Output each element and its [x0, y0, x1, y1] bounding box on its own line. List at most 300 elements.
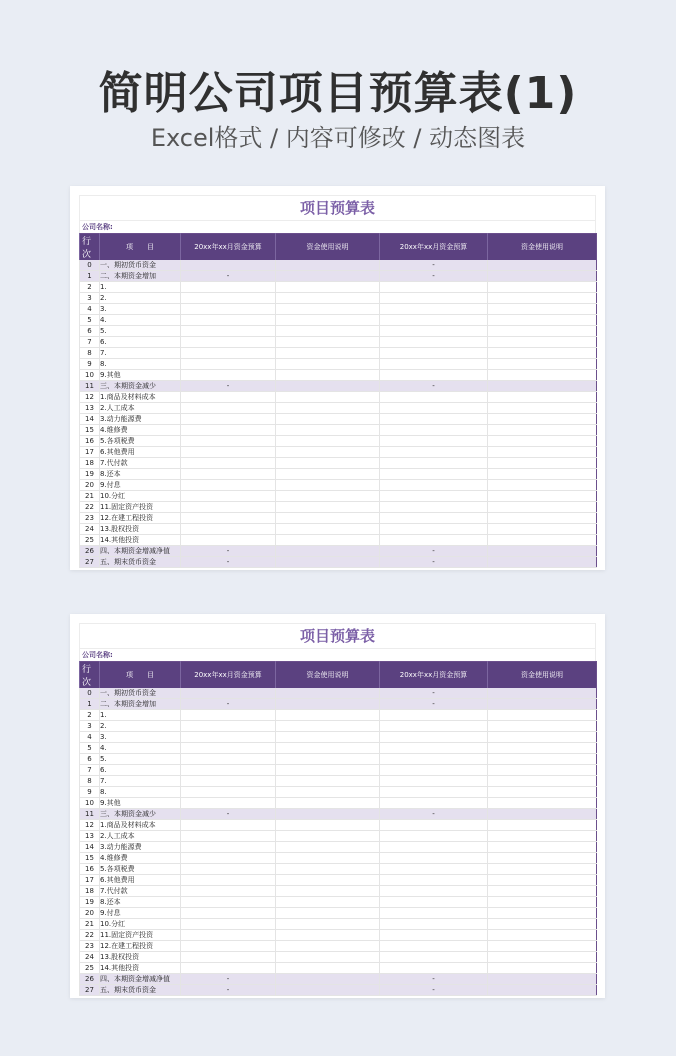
row-index-cell[interactable]: 14 — [80, 842, 100, 853]
budget-2-cell[interactable]: - — [380, 688, 488, 699]
row-index-cell[interactable]: 26 — [80, 974, 100, 985]
row-index-cell[interactable]: 18 — [80, 458, 100, 469]
budget-1-cell[interactable]: - — [181, 546, 276, 557]
usage-2-cell[interactable] — [488, 721, 597, 732]
usage-1-cell[interactable] — [276, 952, 380, 963]
usage-2-cell[interactable] — [488, 491, 597, 502]
row-index-cell[interactable]: 21 — [80, 919, 100, 930]
usage-1-cell[interactable] — [276, 447, 380, 458]
budget-2-cell[interactable] — [380, 337, 488, 348]
usage-1-cell[interactable] — [276, 348, 380, 359]
budget-1-cell[interactable] — [181, 524, 276, 535]
budget-2-cell[interactable] — [380, 458, 488, 469]
usage-2-cell[interactable] — [488, 557, 597, 568]
usage-2-cell[interactable] — [488, 952, 597, 963]
budget-1-cell[interactable] — [181, 425, 276, 436]
row-item-cell[interactable]: 1.商品及材料成本 — [100, 820, 181, 831]
row-index-cell[interactable]: 13 — [80, 831, 100, 842]
usage-2-cell[interactable] — [488, 535, 597, 546]
budget-1-cell[interactable] — [181, 941, 276, 952]
row-index-cell[interactable]: 22 — [80, 502, 100, 513]
budget-2-cell[interactable] — [380, 842, 488, 853]
row-item-cell[interactable]: 8.还本 — [100, 469, 181, 480]
budget-1-cell[interactable] — [181, 359, 276, 370]
usage-1-cell[interactable] — [276, 732, 380, 743]
row-item-cell[interactable]: 7.代付款 — [100, 886, 181, 897]
row-item-cell[interactable]: 2. — [100, 721, 181, 732]
usage-2-cell[interactable] — [488, 875, 597, 886]
row-item-cell[interactable]: 14.其他投资 — [100, 963, 181, 974]
row-item-cell[interactable]: 12.在建工程投资 — [100, 941, 181, 952]
budget-1-cell[interactable] — [181, 864, 276, 875]
budget-1-cell[interactable] — [181, 403, 276, 414]
row-index-cell[interactable]: 11 — [80, 809, 100, 820]
budget-2-cell[interactable] — [380, 787, 488, 798]
row-index-cell[interactable]: 16 — [80, 864, 100, 875]
row-item-cell[interactable]: 4. — [100, 743, 181, 754]
usage-1-cell[interactable] — [276, 897, 380, 908]
budget-2-cell[interactable]: - — [380, 546, 488, 557]
budget-1-cell[interactable] — [181, 765, 276, 776]
row-item-cell[interactable]: 11.固定资产投资 — [100, 502, 181, 513]
usage-2-cell[interactable] — [488, 919, 597, 930]
usage-1-cell[interactable] — [276, 403, 380, 414]
row-index-cell[interactable]: 6 — [80, 326, 100, 337]
usage-1-cell[interactable] — [276, 743, 380, 754]
row-item-cell[interactable]: 13.股权投资 — [100, 524, 181, 535]
row-item-cell[interactable]: 四、本期资金增减净值 — [100, 974, 181, 985]
usage-1-cell[interactable] — [276, 491, 380, 502]
usage-1-cell[interactable] — [276, 875, 380, 886]
budget-1-cell[interactable] — [181, 952, 276, 963]
row-item-cell[interactable]: 6. — [100, 765, 181, 776]
row-index-cell[interactable]: 19 — [80, 897, 100, 908]
usage-2-cell[interactable] — [488, 304, 597, 315]
usage-1-cell[interactable] — [276, 469, 380, 480]
usage-1-cell[interactable] — [276, 414, 380, 425]
usage-1-cell[interactable] — [276, 315, 380, 326]
budget-1-cell[interactable] — [181, 721, 276, 732]
row-item-cell[interactable]: 1.商品及材料成本 — [100, 392, 181, 403]
row-index-cell[interactable]: 3 — [80, 293, 100, 304]
budget-1-cell[interactable] — [181, 469, 276, 480]
budget-2-cell[interactable] — [380, 414, 488, 425]
row-item-cell[interactable]: 7. — [100, 348, 181, 359]
budget-2-cell[interactable] — [380, 370, 488, 381]
budget-1-cell[interactable]: - — [181, 985, 276, 996]
row-index-cell[interactable]: 7 — [80, 337, 100, 348]
usage-1-cell[interactable] — [276, 809, 380, 820]
usage-2-cell[interactable] — [488, 853, 597, 864]
row-item-cell[interactable]: 10.分红 — [100, 919, 181, 930]
row-item-cell[interactable]: 6.其他费用 — [100, 447, 181, 458]
row-item-cell[interactable]: 7.代付款 — [100, 458, 181, 469]
budget-2-cell[interactable]: - — [380, 557, 488, 568]
usage-2-cell[interactable] — [488, 974, 597, 985]
row-item-cell[interactable]: 5.各项税费 — [100, 436, 181, 447]
usage-2-cell[interactable] — [488, 447, 597, 458]
budget-2-cell[interactable] — [380, 392, 488, 403]
usage-2-cell[interactable] — [488, 765, 597, 776]
usage-2-cell[interactable] — [488, 502, 597, 513]
budget-1-cell[interactable]: - — [181, 271, 276, 282]
usage-2-cell[interactable] — [488, 359, 597, 370]
usage-1-cell[interactable] — [276, 524, 380, 535]
row-index-cell[interactable]: 1 — [80, 699, 100, 710]
budget-2-cell[interactable] — [380, 721, 488, 732]
row-item-cell[interactable]: 二、本期资金增加 — [100, 699, 181, 710]
budget-2-cell[interactable] — [380, 359, 488, 370]
budget-1-cell[interactable] — [181, 710, 276, 721]
budget-2-cell[interactable] — [380, 754, 488, 765]
budget-2-cell[interactable] — [380, 447, 488, 458]
row-item-cell[interactable]: 6.其他费用 — [100, 875, 181, 886]
budget-2-cell[interactable]: - — [380, 985, 488, 996]
row-index-cell[interactable]: 27 — [80, 985, 100, 996]
usage-2-cell[interactable] — [488, 930, 597, 941]
budget-1-cell[interactable] — [181, 853, 276, 864]
budget-1-cell[interactable] — [181, 502, 276, 513]
budget-1-cell[interactable] — [181, 458, 276, 469]
usage-2-cell[interactable] — [488, 743, 597, 754]
usage-2-cell[interactable] — [488, 425, 597, 436]
usage-2-cell[interactable] — [488, 337, 597, 348]
row-index-cell[interactable]: 2 — [80, 710, 100, 721]
row-item-cell[interactable]: 12.在建工程投资 — [100, 513, 181, 524]
row-item-cell[interactable]: 11.固定资产投资 — [100, 930, 181, 941]
usage-1-cell[interactable] — [276, 930, 380, 941]
row-item-cell[interactable]: 三、本期资金减少 — [100, 381, 181, 392]
usage-2-cell[interactable] — [488, 381, 597, 392]
budget-2-cell[interactable]: - — [380, 381, 488, 392]
budget-1-cell[interactable] — [181, 930, 276, 941]
budget-2-cell[interactable] — [380, 765, 488, 776]
usage-2-cell[interactable] — [488, 293, 597, 304]
budget-2-cell[interactable] — [380, 952, 488, 963]
usage-2-cell[interactable] — [488, 985, 597, 996]
usage-1-cell[interactable] — [276, 710, 380, 721]
row-item-cell[interactable]: 7. — [100, 776, 181, 787]
budget-2-cell[interactable] — [380, 820, 488, 831]
row-item-cell[interactable]: 3.动力能源费 — [100, 414, 181, 425]
usage-1-cell[interactable] — [276, 260, 380, 271]
usage-2-cell[interactable] — [488, 315, 597, 326]
usage-2-cell[interactable] — [488, 897, 597, 908]
usage-1-cell[interactable] — [276, 886, 380, 897]
usage-1-cell[interactable] — [276, 754, 380, 765]
budget-2-cell[interactable] — [380, 513, 488, 524]
row-item-cell[interactable]: 9.付息 — [100, 908, 181, 919]
row-item-cell[interactable]: 10.分红 — [100, 491, 181, 502]
row-index-cell[interactable]: 27 — [80, 557, 100, 568]
budget-1-cell[interactable] — [181, 732, 276, 743]
budget-1-cell[interactable]: - — [181, 699, 276, 710]
row-index-cell[interactable]: 12 — [80, 820, 100, 831]
budget-2-cell[interactable] — [380, 831, 488, 842]
row-item-cell[interactable]: 2.人工成本 — [100, 403, 181, 414]
row-item-cell[interactable]: 4.维修费 — [100, 425, 181, 436]
row-index-cell[interactable]: 4 — [80, 732, 100, 743]
budget-2-cell[interactable] — [380, 963, 488, 974]
row-index-cell[interactable]: 0 — [80, 688, 100, 699]
budget-1-cell[interactable] — [181, 535, 276, 546]
budget-2-cell[interactable] — [380, 908, 488, 919]
usage-1-cell[interactable] — [276, 787, 380, 798]
row-index-cell[interactable]: 7 — [80, 765, 100, 776]
row-index-cell[interactable]: 2 — [80, 282, 100, 293]
usage-2-cell[interactable] — [488, 820, 597, 831]
usage-1-cell[interactable] — [276, 337, 380, 348]
budget-1-cell[interactable] — [181, 897, 276, 908]
row-index-cell[interactable]: 9 — [80, 787, 100, 798]
usage-1-cell[interactable] — [276, 370, 380, 381]
budget-1-cell[interactable] — [181, 491, 276, 502]
budget-2-cell[interactable] — [380, 326, 488, 337]
budget-1-cell[interactable] — [181, 787, 276, 798]
usage-2-cell[interactable] — [488, 754, 597, 765]
usage-1-cell[interactable] — [276, 820, 380, 831]
usage-2-cell[interactable] — [488, 546, 597, 557]
budget-2-cell[interactable] — [380, 403, 488, 414]
usage-2-cell[interactable] — [488, 370, 597, 381]
row-item-cell[interactable]: 9.其他 — [100, 798, 181, 809]
usage-2-cell[interactable] — [488, 392, 597, 403]
usage-2-cell[interactable] — [488, 469, 597, 480]
row-index-cell[interactable]: 16 — [80, 436, 100, 447]
usage-2-cell[interactable] — [488, 436, 597, 447]
usage-1-cell[interactable] — [276, 908, 380, 919]
usage-2-cell[interactable] — [488, 908, 597, 919]
row-index-cell[interactable]: 15 — [80, 853, 100, 864]
row-item-cell[interactable]: 6. — [100, 337, 181, 348]
row-index-cell[interactable]: 10 — [80, 798, 100, 809]
row-index-cell[interactable]: 10 — [80, 370, 100, 381]
budget-1-cell[interactable] — [181, 754, 276, 765]
row-index-cell[interactable]: 3 — [80, 721, 100, 732]
row-index-cell[interactable]: 14 — [80, 414, 100, 425]
usage-2-cell[interactable] — [488, 798, 597, 809]
usage-2-cell[interactable] — [488, 282, 597, 293]
row-index-cell[interactable]: 1 — [80, 271, 100, 282]
usage-2-cell[interactable] — [488, 403, 597, 414]
row-item-cell[interactable]: 13.股权投资 — [100, 952, 181, 963]
budget-1-cell[interactable] — [181, 282, 276, 293]
budget-1-cell[interactable]: - — [181, 809, 276, 820]
row-item-cell[interactable]: 5. — [100, 754, 181, 765]
usage-1-cell[interactable] — [276, 688, 380, 699]
budget-1-cell[interactable] — [181, 908, 276, 919]
row-index-cell[interactable]: 24 — [80, 952, 100, 963]
usage-1-cell[interactable] — [276, 535, 380, 546]
budget-2-cell[interactable] — [380, 743, 488, 754]
usage-2-cell[interactable] — [488, 480, 597, 491]
budget-2-cell[interactable] — [380, 930, 488, 941]
row-index-cell[interactable]: 5 — [80, 315, 100, 326]
row-item-cell[interactable]: 一、期初货币资金 — [100, 688, 181, 699]
usage-1-cell[interactable] — [276, 831, 380, 842]
row-item-cell[interactable]: 3. — [100, 304, 181, 315]
usage-2-cell[interactable] — [488, 831, 597, 842]
usage-1-cell[interactable] — [276, 326, 380, 337]
row-item-cell[interactable]: 四、本期资金增减净值 — [100, 546, 181, 557]
budget-1-cell[interactable] — [181, 831, 276, 842]
row-index-cell[interactable]: 26 — [80, 546, 100, 557]
budget-2-cell[interactable]: - — [380, 260, 488, 271]
usage-2-cell[interactable] — [488, 776, 597, 787]
budget-2-cell[interactable] — [380, 853, 488, 864]
budget-1-cell[interactable] — [181, 260, 276, 271]
row-item-cell[interactable]: 4.维修费 — [100, 853, 181, 864]
budget-1-cell[interactable] — [181, 875, 276, 886]
budget-2-cell[interactable]: - — [380, 271, 488, 282]
budget-1-cell[interactable] — [181, 743, 276, 754]
row-index-cell[interactable]: 13 — [80, 403, 100, 414]
usage-1-cell[interactable] — [276, 304, 380, 315]
budget-2-cell[interactable] — [380, 732, 488, 743]
usage-1-cell[interactable] — [276, 842, 380, 853]
usage-1-cell[interactable] — [276, 798, 380, 809]
budget-1-cell[interactable] — [181, 337, 276, 348]
usage-1-cell[interactable] — [276, 919, 380, 930]
row-index-cell[interactable]: 8 — [80, 776, 100, 787]
row-item-cell[interactable]: 1. — [100, 282, 181, 293]
budget-2-cell[interactable] — [380, 710, 488, 721]
budget-2-cell[interactable] — [380, 941, 488, 952]
usage-1-cell[interactable] — [276, 436, 380, 447]
budget-2-cell[interactable] — [380, 524, 488, 535]
budget-2-cell[interactable]: - — [380, 809, 488, 820]
row-item-cell[interactable]: 2. — [100, 293, 181, 304]
row-index-cell[interactable]: 17 — [80, 875, 100, 886]
usage-2-cell[interactable] — [488, 886, 597, 897]
row-item-cell[interactable]: 14.其他投资 — [100, 535, 181, 546]
budget-1-cell[interactable] — [181, 688, 276, 699]
budget-2-cell[interactable] — [380, 864, 488, 875]
row-index-cell[interactable]: 11 — [80, 381, 100, 392]
row-item-cell[interactable]: 五、期末货币资金 — [100, 557, 181, 568]
row-index-cell[interactable]: 0 — [80, 260, 100, 271]
budget-2-cell[interactable] — [380, 282, 488, 293]
budget-1-cell[interactable] — [181, 842, 276, 853]
budget-2-cell[interactable] — [380, 502, 488, 513]
row-item-cell[interactable]: 5.各项税费 — [100, 864, 181, 875]
usage-1-cell[interactable] — [276, 480, 380, 491]
budget-2-cell[interactable] — [380, 897, 488, 908]
row-index-cell[interactable]: 8 — [80, 348, 100, 359]
budget-2-cell[interactable] — [380, 798, 488, 809]
row-index-cell[interactable]: 22 — [80, 930, 100, 941]
row-item-cell[interactable]: 5. — [100, 326, 181, 337]
usage-1-cell[interactable] — [276, 458, 380, 469]
row-item-cell[interactable]: 8. — [100, 359, 181, 370]
usage-2-cell[interactable] — [488, 842, 597, 853]
budget-1-cell[interactable] — [181, 436, 276, 447]
usage-2-cell[interactable] — [488, 348, 597, 359]
usage-1-cell[interactable] — [276, 974, 380, 985]
usage-1-cell[interactable] — [276, 985, 380, 996]
usage-2-cell[interactable] — [488, 271, 597, 282]
budget-1-cell[interactable] — [181, 348, 276, 359]
row-item-cell[interactable]: 8. — [100, 787, 181, 798]
budget-1-cell[interactable] — [181, 480, 276, 491]
row-index-cell[interactable]: 23 — [80, 941, 100, 952]
usage-2-cell[interactable] — [488, 710, 597, 721]
budget-2-cell[interactable] — [380, 304, 488, 315]
budget-2-cell[interactable] — [380, 491, 488, 502]
budget-2-cell[interactable] — [380, 535, 488, 546]
budget-1-cell[interactable]: - — [181, 381, 276, 392]
budget-1-cell[interactable] — [181, 392, 276, 403]
budget-2-cell[interactable] — [380, 886, 488, 897]
usage-1-cell[interactable] — [276, 546, 380, 557]
usage-2-cell[interactable] — [488, 414, 597, 425]
budget-1-cell[interactable] — [181, 293, 276, 304]
row-index-cell[interactable]: 23 — [80, 513, 100, 524]
row-item-cell[interactable]: 一、期初货币资金 — [100, 260, 181, 271]
budget-1-cell[interactable] — [181, 304, 276, 315]
budget-1-cell[interactable] — [181, 315, 276, 326]
usage-1-cell[interactable] — [276, 963, 380, 974]
usage-2-cell[interactable] — [488, 688, 597, 699]
usage-2-cell[interactable] — [488, 326, 597, 337]
row-index-cell[interactable]: 12 — [80, 392, 100, 403]
budget-1-cell[interactable] — [181, 798, 276, 809]
budget-1-cell[interactable] — [181, 776, 276, 787]
budget-2-cell[interactable] — [380, 293, 488, 304]
usage-1-cell[interactable] — [276, 271, 380, 282]
usage-1-cell[interactable] — [276, 359, 380, 370]
usage-1-cell[interactable] — [276, 513, 380, 524]
row-index-cell[interactable]: 9 — [80, 359, 100, 370]
budget-2-cell[interactable] — [380, 919, 488, 930]
usage-1-cell[interactable] — [276, 381, 380, 392]
row-index-cell[interactable]: 20 — [80, 908, 100, 919]
budget-1-cell[interactable]: - — [181, 557, 276, 568]
budget-1-cell[interactable] — [181, 820, 276, 831]
budget-2-cell[interactable] — [380, 875, 488, 886]
row-index-cell[interactable]: 19 — [80, 469, 100, 480]
budget-2-cell[interactable] — [380, 315, 488, 326]
budget-1-cell[interactable] — [181, 919, 276, 930]
budget-1-cell[interactable] — [181, 963, 276, 974]
usage-1-cell[interactable] — [276, 941, 380, 952]
usage-2-cell[interactable] — [488, 809, 597, 820]
usage-1-cell[interactable] — [276, 502, 380, 513]
row-item-cell[interactable]: 8.还本 — [100, 897, 181, 908]
budget-2-cell[interactable] — [380, 436, 488, 447]
usage-1-cell[interactable] — [276, 765, 380, 776]
usage-2-cell[interactable] — [488, 732, 597, 743]
usage-1-cell[interactable] — [276, 853, 380, 864]
row-item-cell[interactable]: 2.人工成本 — [100, 831, 181, 842]
usage-1-cell[interactable] — [276, 776, 380, 787]
usage-2-cell[interactable] — [488, 260, 597, 271]
row-index-cell[interactable]: 21 — [80, 491, 100, 502]
row-index-cell[interactable]: 17 — [80, 447, 100, 458]
row-index-cell[interactable]: 24 — [80, 524, 100, 535]
budget-2-cell[interactable]: - — [380, 699, 488, 710]
usage-1-cell[interactable] — [276, 721, 380, 732]
row-index-cell[interactable]: 4 — [80, 304, 100, 315]
usage-2-cell[interactable] — [488, 787, 597, 798]
budget-1-cell[interactable] — [181, 447, 276, 458]
budget-1-cell[interactable] — [181, 326, 276, 337]
usage-2-cell[interactable] — [488, 513, 597, 524]
usage-1-cell[interactable] — [276, 392, 380, 403]
usage-1-cell[interactable] — [276, 699, 380, 710]
row-index-cell[interactable]: 6 — [80, 754, 100, 765]
row-index-cell[interactable]: 25 — [80, 535, 100, 546]
